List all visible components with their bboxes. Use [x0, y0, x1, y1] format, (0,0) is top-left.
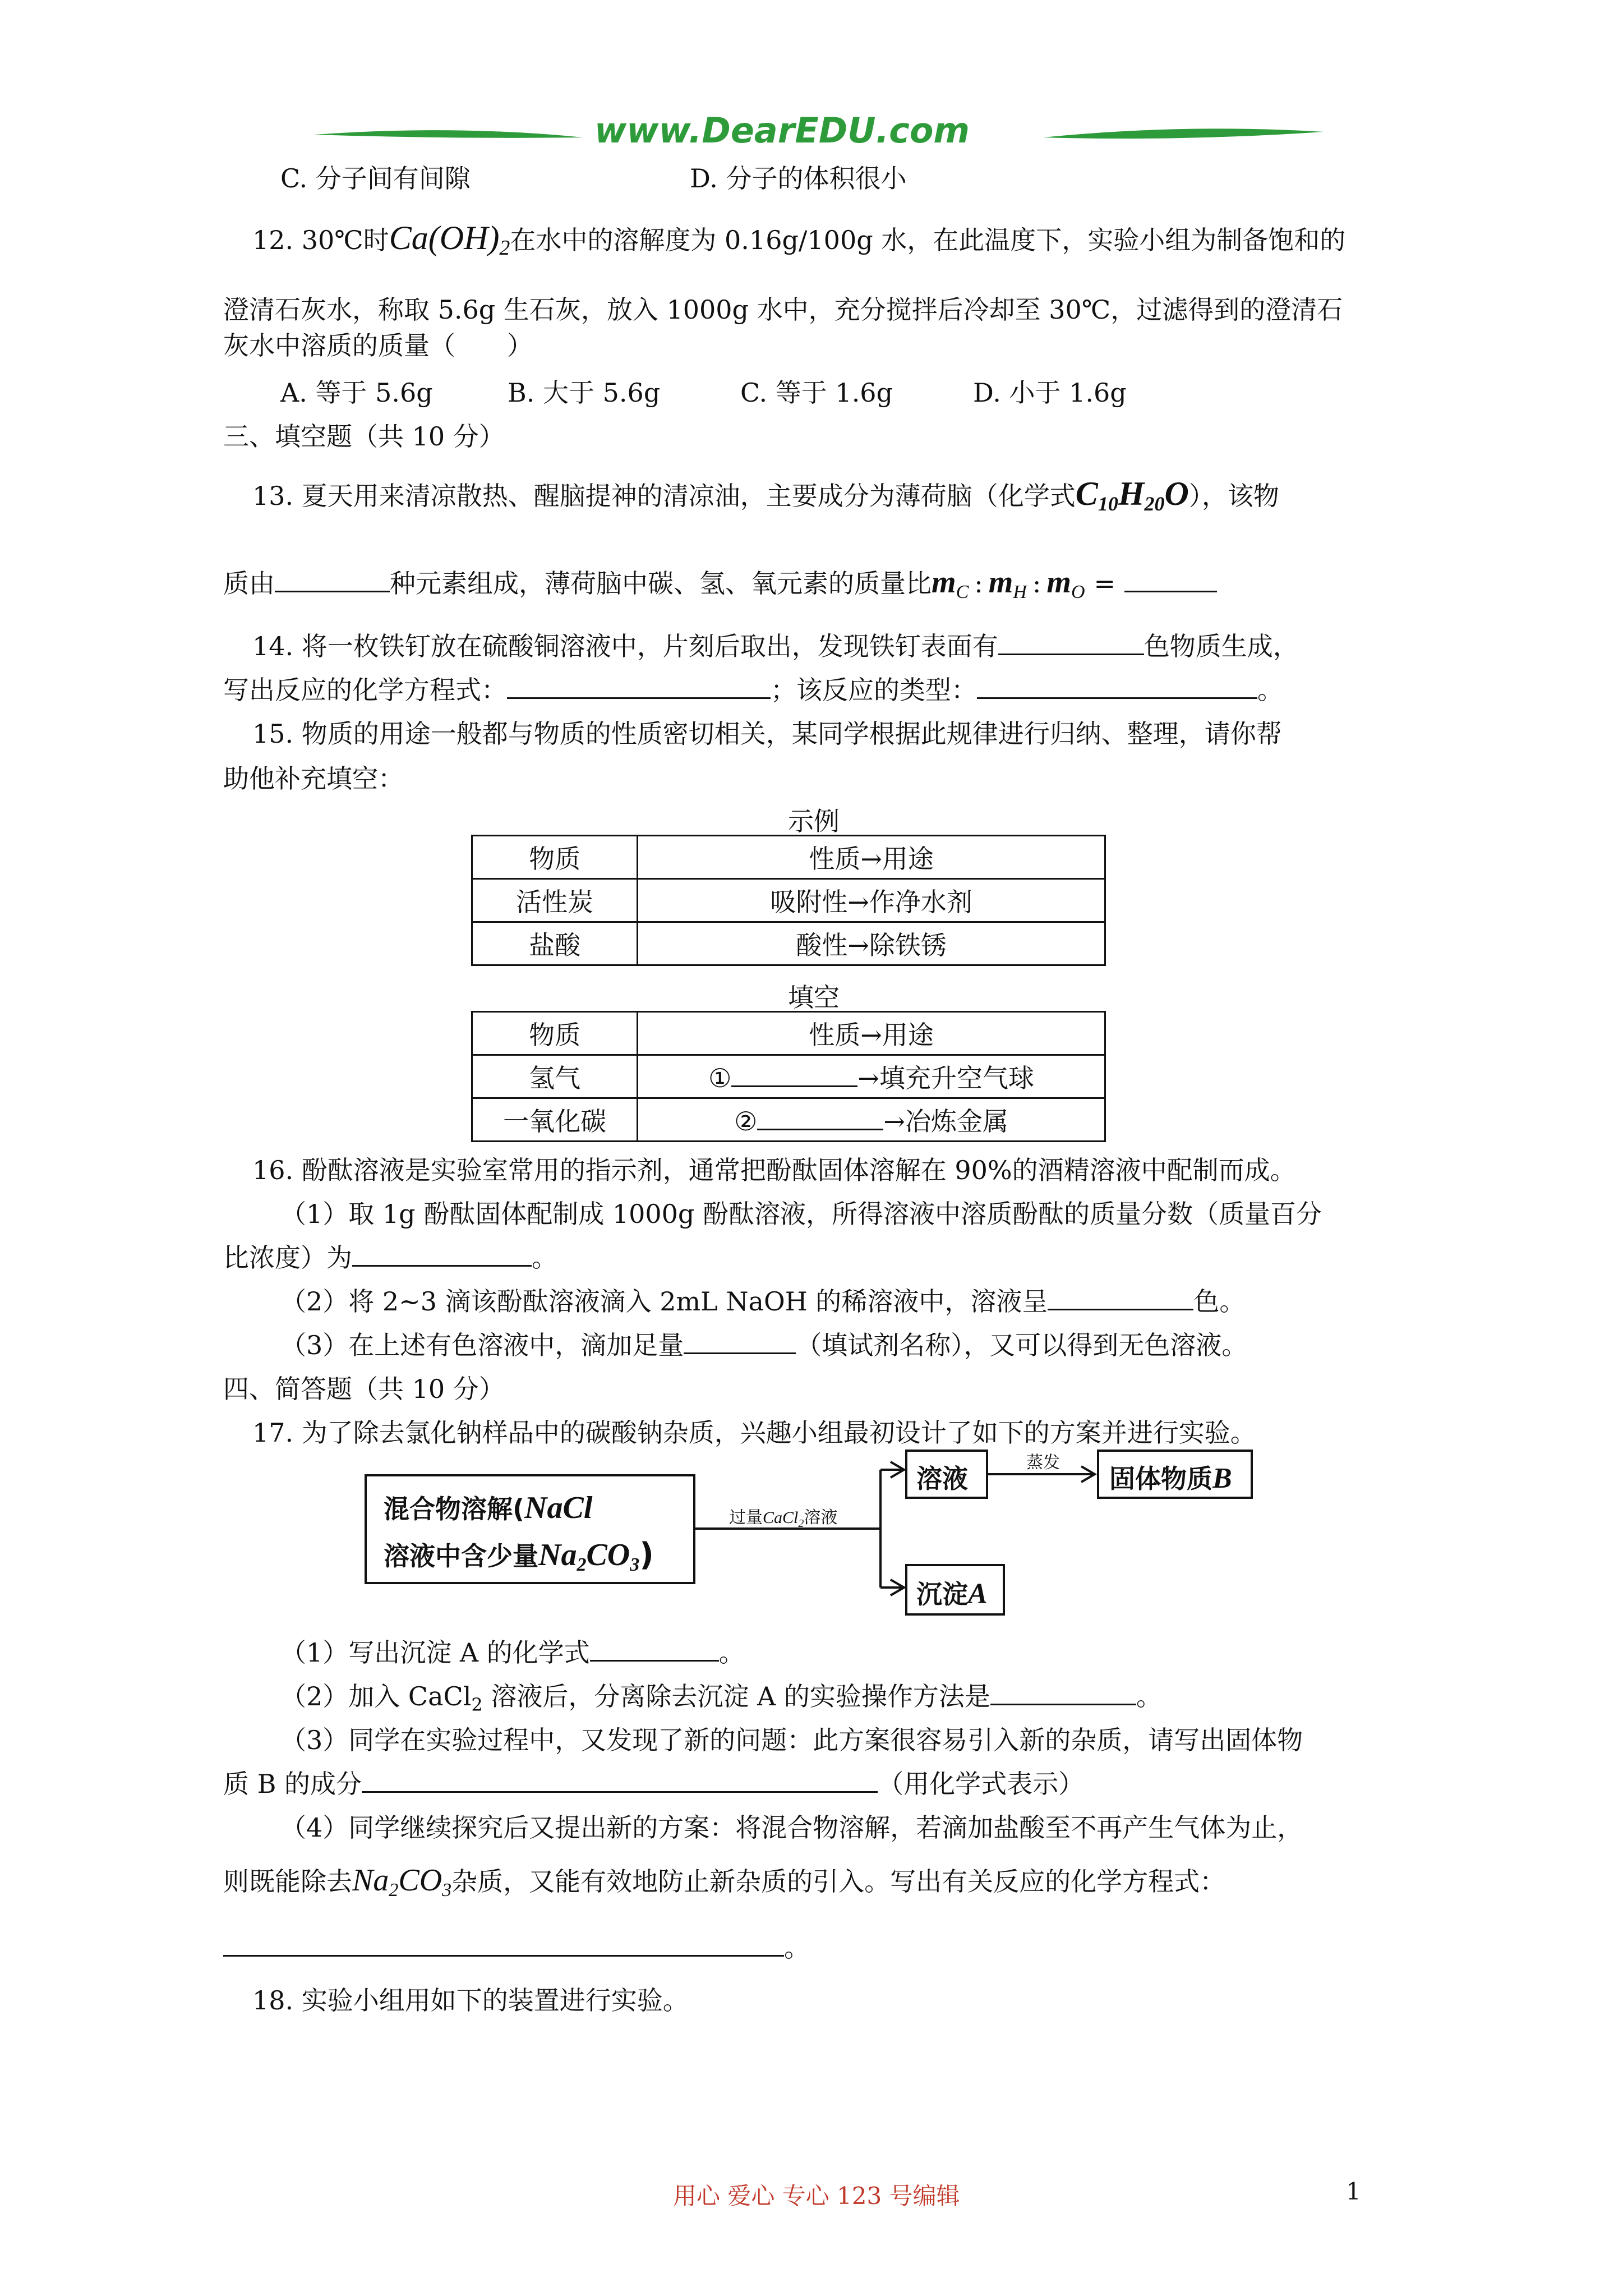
flow-box-mixture: 混合物溶解(NaCl 溶液中含少量$Na_2CO_3$) [365, 1474, 695, 1584]
flow-label-cacl2: 过量CaCl$_2$溶液 [729, 1508, 838, 1530]
table-cell: 盐酸 [472, 922, 638, 965]
q16-p2: （2）将 2~3 滴该酚酞溶液滴入 2mL NaOH 的稀溶液中，溶液呈 色。 [280, 1281, 1245, 1318]
section-4-heading: 四、简答题（共 10 分） [223, 1374, 505, 1404]
logo-text: www.DearEDU.com [594, 110, 970, 151]
flow-box-solution: 溶液 [905, 1450, 988, 1499]
q12-opt-c: C. 等于 1.6g [740, 378, 893, 408]
q14-line1: 14. 将一枚铁钉放在硫酸铜溶液中，片刻后取出，发现铁钉表面有 色物质生成， [252, 626, 1299, 663]
q15-line2: 助他补充填空： [223, 763, 404, 794]
q17-p4d: 。 [223, 1927, 810, 1964]
q18-line1: 18. 实验小组用如下的装置进行实验。 [252, 1985, 689, 2016]
flow-down-arrowhead [891, 1580, 904, 1595]
q14-line2: 写出反应的化学方程式： ；该反应的类型： 。 [223, 670, 1283, 707]
q15-blank-1[interactable] [731, 1060, 857, 1087]
q11-opt-c: C. 分子间有间隙 [280, 163, 471, 194]
q13-blank-2[interactable] [1124, 565, 1217, 592]
q13-blank-1[interactable] [275, 565, 390, 592]
flow-box-precipitate-a: 沉淀A [905, 1564, 1005, 1616]
q17-p4a: （4）同学继续探究后又提出新的方案：将混合物溶解，若滴加盐酸至不再产生气体为止， [280, 1812, 1303, 1843]
table-row [472, 1012, 1105, 1055]
q15-fill-table [471, 1011, 1106, 1142]
table-row [472, 1055, 1105, 1098]
q17-p1: （1）写出沉淀 A 的化学式 。 [280, 1632, 745, 1669]
q17-p3a: （3）同学在实验过程中，又发现了新的问题：此方案很容易引入新的杂质，请写出固体物 [280, 1725, 1303, 1755]
q17-blank-1[interactable] [590, 1634, 719, 1662]
q12-opt-d: D. 小于 1.6g [973, 378, 1127, 408]
q17-blank-2[interactable] [990, 1678, 1136, 1705]
flow-up-arrowhead [891, 1462, 904, 1478]
table-cell: 氢气 [472, 1055, 638, 1098]
flow-box-solid-b: 固体物质B [1097, 1450, 1253, 1499]
q17-p4b: 则既能除去$Na_2CO_3$杂质，又能有效地防止新杂质的引入。写出有关反应的化学方程式： [223, 1863, 1226, 1901]
q16-p1a: （1）取 1g 酚酞固体配制成 1000g 酚酞溶液，所得溶液中溶质酚酞的质量分数（质量百分 [280, 1199, 1322, 1229]
table-row [472, 879, 1105, 922]
q12-line3: 灰水中溶质的质量（ ） [223, 330, 533, 361]
q15-example-table [471, 835, 1106, 966]
q16-p1b: 比浓度）为 。 [223, 1237, 557, 1274]
flow-evaporate-arrowhead [1081, 1466, 1095, 1482]
q14-blank-color[interactable] [998, 628, 1144, 655]
q14-blank-type[interactable] [977, 671, 1257, 699]
table-cell: 性质→用途 [638, 1012, 1105, 1055]
header-logo [314, 112, 1324, 163]
table-cell: 酸性→除铁锈 [638, 922, 1105, 965]
q17-p3b: 质 B 的成分 （用化学式表示） [223, 1764, 1084, 1801]
table-cell: 一氧化碳 [472, 1098, 638, 1142]
q15-line1: 15. 物质的用途一般都与物质的性质密切相关，某同学根据此规律进行归纳、整理，请你帮 [252, 719, 1282, 749]
q14-blank-equation[interactable] [507, 671, 771, 699]
footer-text: 用心 爱心 专心 123 号编辑 [673, 2182, 960, 2210]
q12-opt-b: B. 大于 5.6g [508, 378, 661, 408]
q17-blank-4[interactable] [223, 1929, 784, 1957]
q16-p3: （3）在上述有色溶液中，滴加足量 （填试剂名称），又可以得到无色溶液。 [280, 1325, 1247, 1362]
table-cell: 物质 [472, 836, 638, 879]
table-row [472, 1098, 1105, 1142]
q15-example-caption: 示例 [788, 806, 840, 836]
table-cell: 吸附性→作净水剂 [638, 879, 1105, 922]
table-cell: 物质 [472, 1012, 638, 1055]
table-cell: 性质→用途 [638, 836, 1105, 879]
q16-blank-3[interactable] [684, 1327, 796, 1354]
table-row [472, 836, 1105, 879]
q13-line2: 质由 种元素组成，薄荷脑中碳、氢、氧元素的质量比$m_C$ : $m_H$ : $m_O$ = [223, 563, 1217, 603]
q15-fill-caption: 填空 [788, 982, 840, 1013]
q12-line2: 澄清石灰水，称取 5.6g 生石灰，放入 1000g 水中，充分搅拌后冷却至 30℃，过滤得到的澄清石 [223, 295, 1343, 325]
page-number: 1 [1346, 2178, 1361, 2205]
q17-p2: （2）加入 CaCl$_2$ 溶液后，分离除去沉淀 A 的实验操作方法是 。 [280, 1676, 1162, 1715]
table-row [472, 922, 1105, 965]
q17-blank-3[interactable] [362, 1765, 878, 1793]
table-cell: ② →冶炼金属 [638, 1098, 1105, 1142]
table-cell: 活性炭 [472, 879, 638, 922]
q13-line1: 13. 夏天用来清凉散热、醒脑提神的清凉油，主要成分为薄荷脑（化学式$C_{10}H_{20}O$），该物 [252, 475, 1279, 516]
q12-opt-a: A. 等于 5.6g [280, 378, 433, 408]
q16-blank-1[interactable] [352, 1239, 532, 1267]
q17-line1: 17. 为了除去氯化钠样品中的碳酸钠杂质，兴趣小组最初设计了如下的方案并进行实验。 [252, 1418, 1256, 1448]
q16-blank-2[interactable] [1048, 1283, 1193, 1310]
flow-label-evaporate: 蒸发 [1026, 1453, 1060, 1473]
table-cell: ① →填充升空气球 [638, 1055, 1105, 1098]
q11-opt-d: D. 分子的体积很小 [690, 163, 907, 194]
q16-line1: 16. 酚酞溶液是实验室常用的指示剂，通常把酚酞固体溶解在 90%的酒精溶液中配制而成。 [252, 1155, 1296, 1185]
q12-line1: 12. 30℃时$Ca(OH)_2$在水中的溶解度为 0.16g/100g 水，在此温度下，实验小组为制备饱和的 [252, 219, 1346, 260]
q15-blank-2[interactable] [757, 1103, 883, 1130]
section-3-heading: 三、填空题（共 10 分） [223, 421, 505, 452]
